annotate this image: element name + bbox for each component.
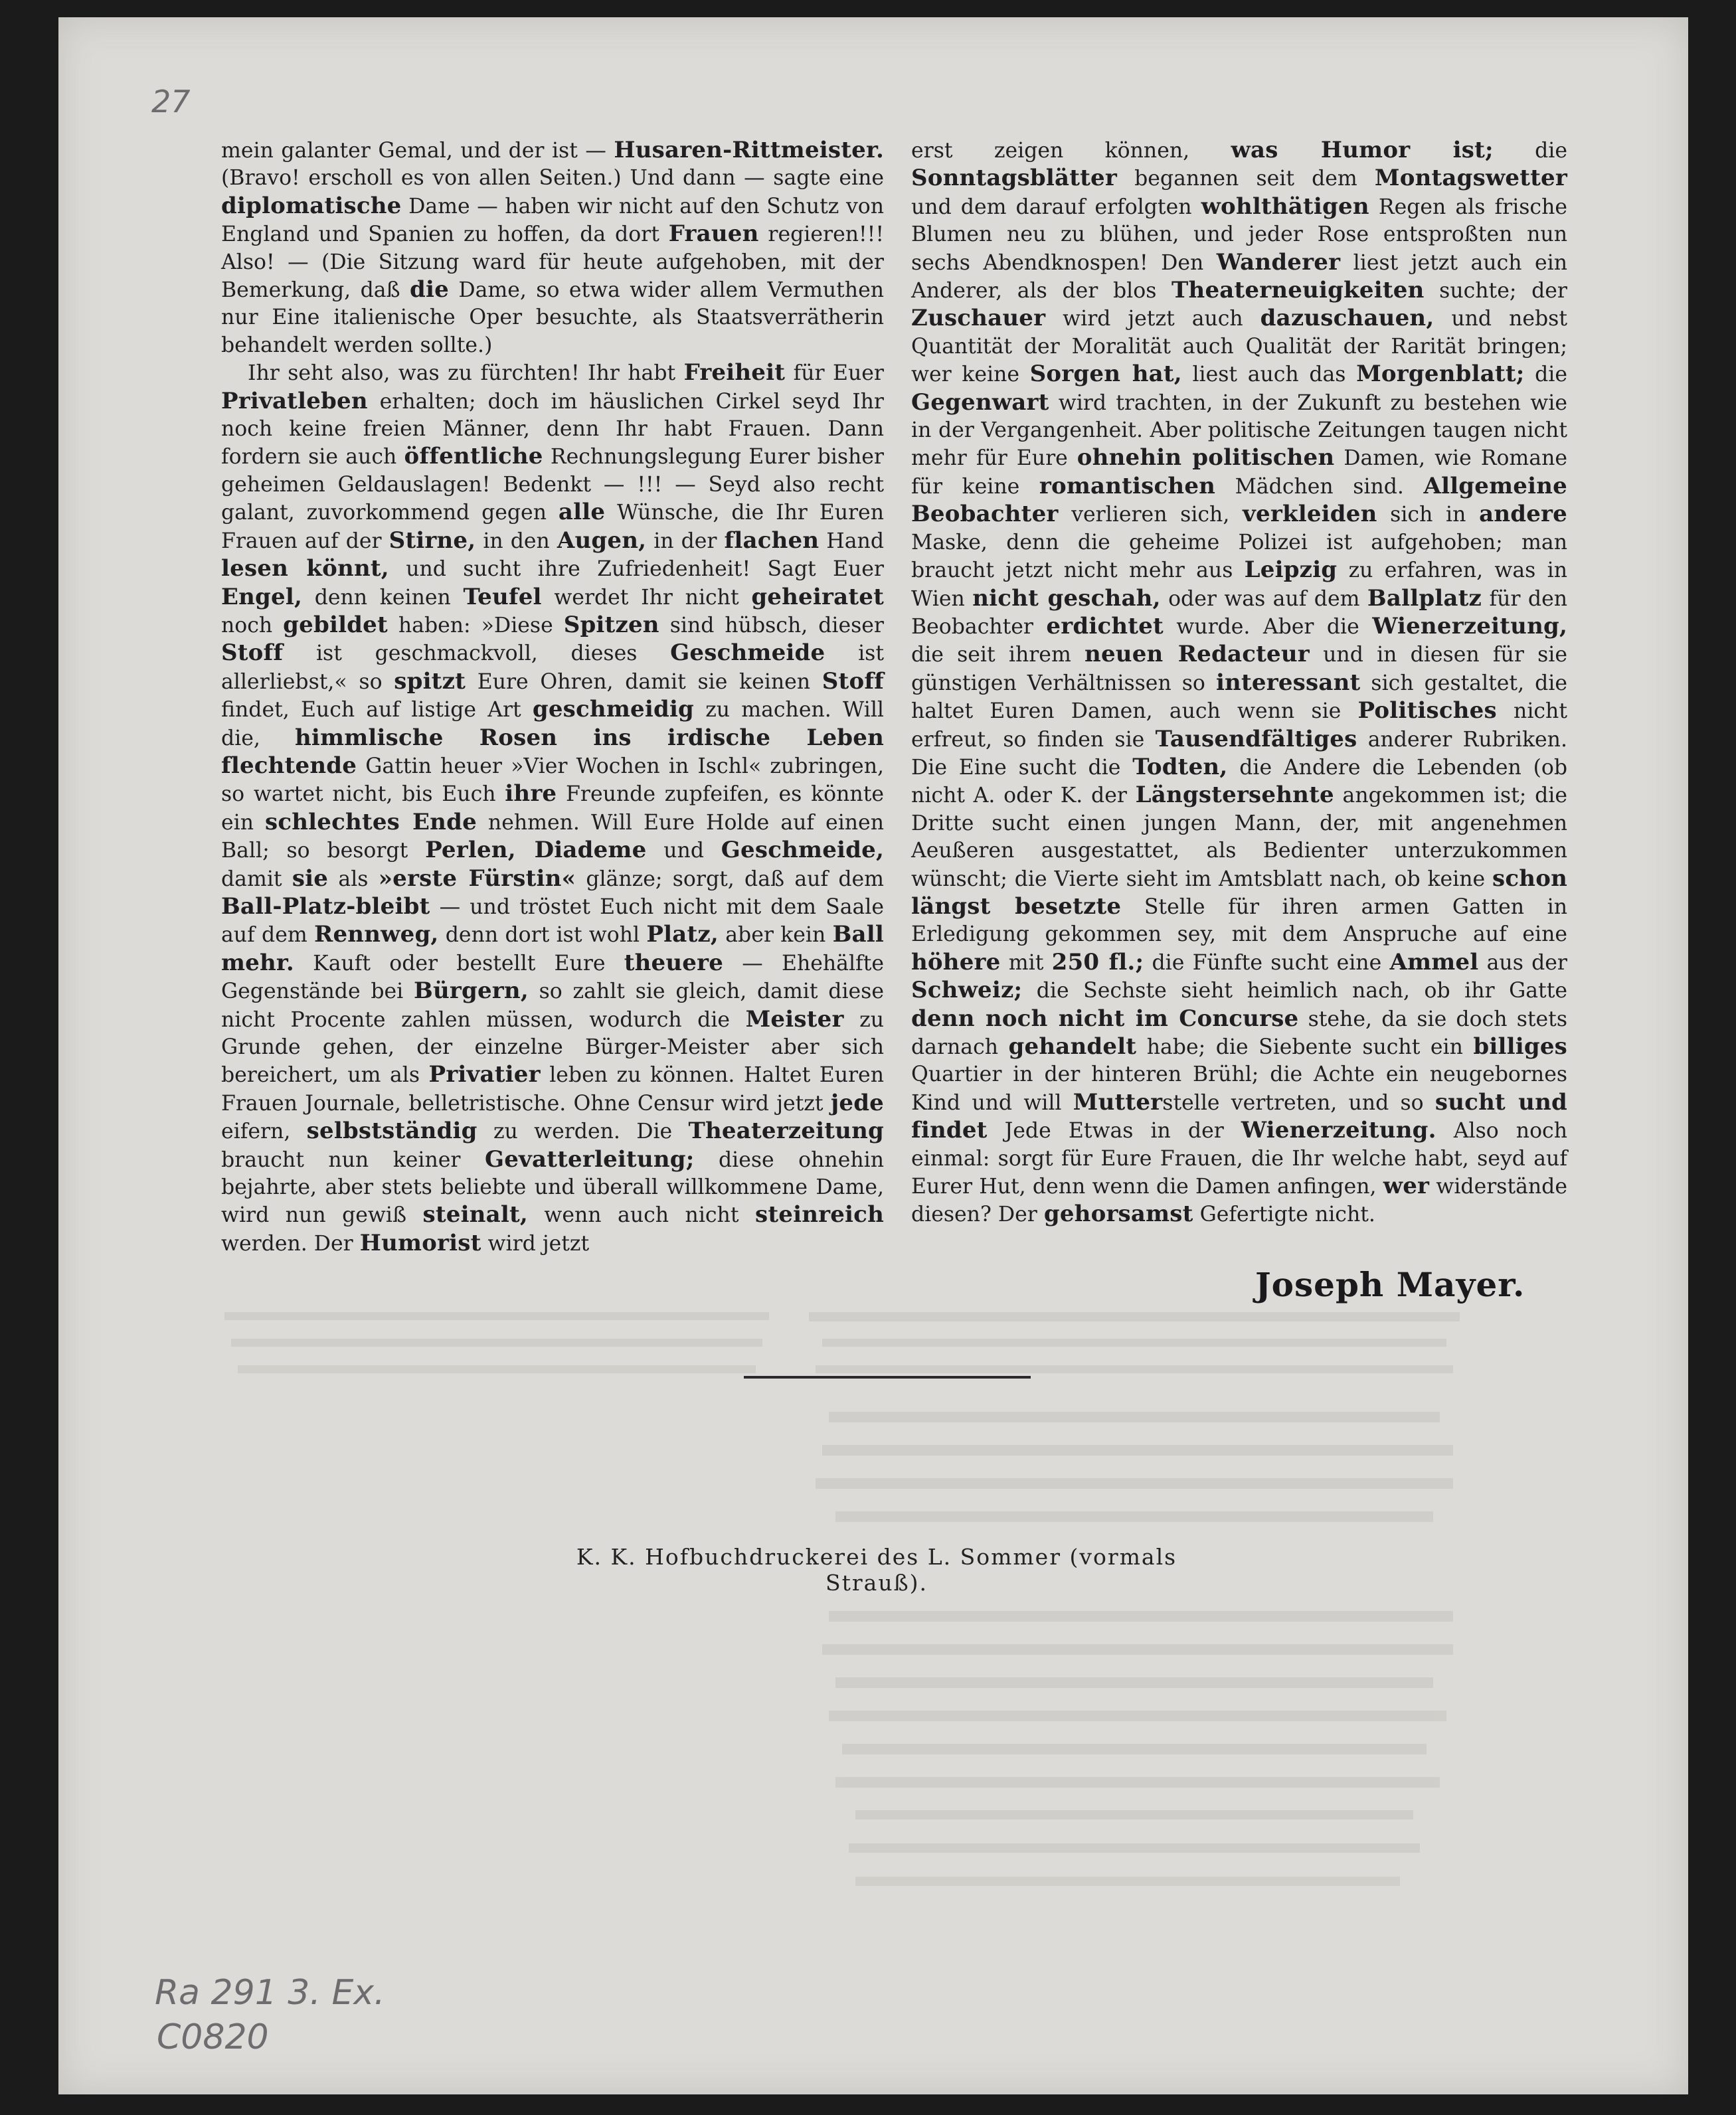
text-run: wird jetzt — [481, 1231, 590, 1256]
text-run: zu Grunde gehen, der einzelne Bürger-Meister aber sich bereichert, um als — [221, 1007, 884, 1088]
text-run: wird jetzt auch — [1045, 307, 1260, 331]
emphasized-text: Sorgen hat, — [1029, 361, 1182, 388]
text-run: die — [1524, 363, 1567, 387]
emphasized-text: lesen könnt, — [221, 555, 389, 582]
text-run: begannen seit dem — [1117, 167, 1375, 191]
text-run: liest auch das — [1181, 363, 1357, 387]
emphasized-text: Allgemeine Beobachter — [911, 472, 1567, 528]
emphasized-text: Stoff — [221, 639, 284, 667]
left-text-column — [221, 137, 884, 1258]
emphasized-text: gebildet — [283, 611, 388, 638]
text-run: sind hübsch, dieser — [659, 613, 884, 637]
emphasized-text: Bürgern, — [414, 977, 529, 1005]
text-run: und — [646, 839, 721, 863]
emphasized-text: Privatleben — [221, 387, 368, 414]
emphasized-text: alle — [558, 499, 606, 526]
text-run: mit — [1000, 950, 1052, 975]
text-run: werdet Ihr nicht — [541, 585, 752, 610]
emphasized-text: Zuschauer — [911, 305, 1046, 332]
text-run: widerstände diesen? Der — [911, 1175, 1567, 1227]
text-run: und nebst Quantität der Moralität auch Qualität der Rarität bringen; wer keine — [911, 307, 1567, 387]
right-text-column — [911, 137, 1567, 1229]
emphasized-text: gehorsamst — [1043, 1201, 1193, 1228]
emphasized-text: Husaren-Rittmeister. — [614, 137, 884, 163]
emphasized-text: Längstersehnte — [1135, 782, 1334, 809]
emphasized-text: steinalt, — [422, 1201, 528, 1228]
text-run: regieren!!! Also! — (Die Sitzung ward für heute aufgehoben, mit der Bemerkung, daß — [221, 222, 884, 303]
text-run: die Andere die Lebenden (ob nicht A. oder K. der — [911, 755, 1567, 808]
emphasized-text: nicht geschah, — [972, 584, 1161, 612]
emphasized-text: flachen — [724, 527, 820, 554]
text-run: leben zu können. Haltet Euren Frauen Journale, belletristische. Ohne Censur wird jetzt — [221, 1063, 884, 1116]
emphasized-text: Privatier — [428, 1061, 541, 1088]
text-run: verlieren sich, — [1058, 503, 1243, 527]
emphasized-text: Stirne, — [389, 527, 476, 554]
emphasized-text: verkleiden — [1243, 501, 1377, 528]
emphasized-text: Wienerzeitung. — [1241, 1117, 1436, 1144]
text-run: Damen, wie Romane für keine — [911, 446, 1568, 499]
text-run: Dame, so etwa wider allem Vermuthen nur Eine italienische Oper besuchte, als Staatsverrätherin behandelt werden sollte.) — [221, 278, 884, 357]
emphasized-text: höhere — [911, 948, 1001, 975]
emphasized-text: Stoff — [822, 667, 884, 695]
emphasized-text: Freiheit — [683, 359, 786, 386]
text-run: denn keinen — [302, 585, 464, 610]
text-run: braucht nun keiner — [221, 1147, 485, 1172]
text-run: für Euer — [785, 361, 884, 386]
text-run: Hand — [819, 529, 885, 553]
emphasized-text: geheiratet — [751, 583, 884, 610]
text-run: so zahlt sie gleich, damit diese nicht Procente zahlen müssen, wodurch die — [221, 979, 884, 1032]
text-run: Wünsche, die Ihr Euren Frauen auf der — [221, 501, 884, 553]
text-run: Dame — haben wir nicht auf den Schutz von England und Spanien zu hoffen, da dort — [221, 194, 884, 247]
emphasized-text: Theaterneuigkeiten — [1172, 277, 1425, 304]
text-run: — und tröstet Euch nicht mit dem Saale auf dem — [221, 894, 884, 948]
text-run: Maske, denn die geheime Polizei ist aufgehoben; man braucht jetzt nicht mehr aus — [911, 530, 1567, 583]
text-run: ist geschmackvoll, dieses — [283, 641, 671, 666]
emphasized-text: gehandelt — [1008, 1033, 1137, 1060]
text-run: als — [328, 867, 379, 891]
shelfmark-annotation: Ra 291 3. Ex. — [155, 1973, 385, 2013]
text-run: Also noch einmal: sorgt für Eure Frauen, die Ihr welche habt, seyd auf Eurer Hut, denn wenn die Damen anfingen, — [911, 1119, 1567, 1199]
emphasized-text: Ball mehr. — [221, 921, 884, 976]
emphasized-text: Politisches — [1357, 697, 1497, 724]
text-run: die — [1493, 139, 1567, 163]
text-run: in den — [476, 529, 557, 553]
emphasized-text: erdichtet — [1046, 612, 1164, 639]
page-number-annotation: 27 — [151, 84, 191, 120]
text-run: die Sechste sieht heimlich nach, ob ihr Gatte — [1022, 979, 1567, 1003]
emphasized-text: Gevatterleitung; — [484, 1145, 695, 1173]
text-run: wird trachten, in der Zukunft zu bestehen wie in der Vergangenheit. Aber politische Zeitungen taugen nicht mehr für Eure — [911, 390, 1567, 471]
emphasized-text: interessant — [1215, 669, 1361, 696]
emphasized-text: Teufel — [463, 583, 542, 610]
emphasized-text: jede — [830, 1089, 884, 1116]
text-run: Rechnungslegung Eurer bisher geheimen Geldauslagen! Bedenkt — !!! — Seyd also recht galant, zuvorkommend gegen — [221, 445, 884, 525]
text-run: erhalten; doch im häuslichen Cirkel seyd Ihr noch keine freien Männer, denn Ihr habt Frauen. Dann fordern sie auch — [221, 389, 884, 469]
emphasized-text: Montagswetter — [1374, 165, 1567, 192]
text-run: für den Beobachter — [911, 586, 1568, 639]
emphasized-text: Ball-Platz-bleibt — [221, 892, 430, 920]
emphasized-text: denn noch nicht im Concurse — [911, 1005, 1299, 1032]
emphasized-text: Schweiz; — [911, 977, 1023, 1004]
text-run: Jede Etwas in der — [987, 1119, 1241, 1143]
emphasized-text: Geschmeide — [670, 639, 825, 667]
text-run: Regen als frische Blumen neu zu blühen, und jeder Rose entsproßten nun sechs Abendknospen! Den — [911, 195, 1567, 275]
emphasized-text: sie — [292, 865, 329, 892]
text-run: eifern, — [221, 1120, 307, 1144]
text-run: Ihr seht also, was zu fürchten! Ihr habt — [248, 361, 684, 386]
shelfmark-annotation-2: C0820 — [157, 2017, 269, 2057]
text-run: liest jetzt auch ein Anderer, als der blos — [911, 250, 1567, 303]
text-run: erst zeigen können, — [911, 139, 1231, 163]
text-run: — Ehehälfte Gegenstände bei — [221, 951, 884, 1004]
emphasized-text: wer — [1383, 1173, 1430, 1200]
emphasized-text: Frauen — [668, 220, 759, 248]
text-run: habe; die Siebente sucht ein — [1136, 1035, 1474, 1059]
text-run: wurde. Aber die — [1163, 614, 1373, 639]
emphasized-text: Engel, — [221, 583, 302, 610]
emphasized-text: steinreich — [755, 1201, 884, 1228]
emphasized-text: andere — [1479, 501, 1567, 528]
emphasized-text: diplomatische — [221, 192, 402, 219]
emphasized-text: Todten, — [1132, 753, 1228, 780]
emphasized-text: ihre — [505, 780, 557, 807]
emphasized-text: Rennweg, — [314, 921, 439, 948]
emphasized-text: Theaterzeitung — [688, 1118, 884, 1145]
text-run: Freunde zupfeifen, es könnte ein — [221, 782, 885, 835]
emphasized-text: Geschmeide, — [721, 837, 884, 864]
emphasized-text: wohlthätigen — [1201, 193, 1369, 220]
author-signature: Joseph Mayer. — [1255, 1265, 1525, 1304]
text-run: und dem darauf erfolgten — [911, 195, 1201, 219]
paragraph — [221, 359, 884, 1258]
text-run: findet, Euch auf listige Art — [221, 698, 533, 722]
emphasized-text: »erste Fürstin« — [378, 865, 576, 892]
text-run: Gattin heuer »Vier Wochen in Ischl« zubringen, so wartet nicht, bis Euch — [221, 754, 884, 807]
text-run: werden. Der — [221, 1231, 360, 1256]
emphasized-text: Gegenwart — [911, 388, 1049, 416]
text-run: aber kein — [718, 923, 833, 948]
paragraph — [221, 137, 884, 359]
text-run: die seit ihrem — [911, 643, 1085, 667]
emphasized-text: Spitzen — [563, 611, 659, 638]
separator-rule — [744, 1376, 1031, 1379]
emphasized-text: Tausendfältiges — [1155, 725, 1357, 752]
emphasized-text: Platz, — [646, 921, 719, 948]
emphasized-text: Mutter — [1073, 1088, 1163, 1116]
emphasized-text: Meister — [745, 1005, 844, 1033]
text-run: Gefertigte nicht. — [1193, 1203, 1375, 1227]
text-run: Stelle für ihren armen Gatten in Erledigung gekommen sey, mit dem Anspruche auf eine — [911, 894, 1567, 947]
text-run: stehe, da sie doch stets darnach — [911, 1007, 1567, 1059]
emphasized-text: Sonntagsblätter — [911, 165, 1117, 192]
emphasized-text: billiges — [1473, 1033, 1567, 1060]
text-run: aus der — [1478, 950, 1567, 975]
text-run: suchte; der — [1424, 279, 1567, 303]
text-run: Kauft oder bestellt Eure — [294, 951, 624, 975]
text-run: sich in — [1377, 503, 1480, 527]
printer-imprint: K. K. Hofbuchdruckerei des L. Sommer (vormals Strauß). — [576, 1544, 1177, 1596]
text-run: Quartier in der hinteren Brühl; die Achte ein neugebornes Kind und will — [911, 1062, 1567, 1115]
emphasized-text: schon längst besetzte — [911, 865, 1567, 920]
emphasized-text: himmlische Rosen ins irdische Leben flechtende — [221, 724, 884, 779]
emphasized-text: Perlen, Diademe — [425, 837, 647, 864]
emphasized-text: dazuschauen, — [1260, 305, 1434, 332]
text-run: angekommen ist; die Dritte sucht einen jungen Mann, der, mit angenehmen Aeußeren ausgestattet, als Bedienter unterzukommen wünscht; die Vierte sieht im Amtsblatt nach, ob keine — [911, 784, 1568, 891]
emphasized-text: Morgenblatt; — [1356, 361, 1525, 388]
emphasized-text: geschmeidig — [532, 696, 695, 723]
emphasized-text: spitzt — [394, 667, 466, 695]
emphasized-text: Leipzig — [1244, 556, 1338, 584]
emphasized-text: romantischen — [1039, 472, 1216, 499]
emphasized-text: Humorist — [359, 1229, 481, 1256]
text-run: die Fünfte sucht eine — [1144, 950, 1390, 975]
text-run: haben: »Diese — [387, 613, 564, 637]
text-run: damit — [221, 867, 292, 891]
emphasized-text: 250 fl.; — [1051, 948, 1144, 975]
text-run: wenn auch nicht — [527, 1203, 755, 1228]
text-run: und sucht ihre Zufriedenheit! Sagt Euer — [389, 557, 884, 582]
emphasized-text: selbstständig — [306, 1118, 477, 1145]
text-run: noch — [221, 613, 284, 637]
emphasized-text: ohnehin politischen — [1077, 444, 1335, 471]
emphasized-text: die — [410, 276, 449, 303]
text-run: anderer Rubriken. Die Eine sucht die — [911, 727, 1567, 780]
emphasized-text: Wanderer — [1216, 248, 1341, 276]
text-run: nicht erfreut, so finden sie — [911, 699, 1567, 752]
text-run: und in diesen für sie günstigen Verhältnissen so — [911, 643, 1568, 695]
text-run: stelle vertreten, und so — [1162, 1090, 1435, 1115]
text-run: denn dort ist wohl — [438, 923, 647, 948]
emphasized-text: was Humor ist; — [1231, 137, 1494, 163]
emphasized-text: Ballplatz — [1367, 584, 1482, 612]
text-run: mein galanter Gemal, und der ist — — [221, 139, 614, 163]
text-run: oder was auf dem — [1160, 586, 1367, 611]
text-run: diese ohnehin bejahrte, aber stets beliebte und überall willkommene Dame, wird nun gewiß — [221, 1147, 884, 1228]
paragraph — [911, 137, 1567, 1229]
emphasized-text: Wienerzeitung, — [1372, 612, 1568, 639]
text-run: Mädchen sind. — [1215, 474, 1424, 499]
text-run: glänze; sorgt, daß auf dem — [576, 867, 885, 891]
emphasized-text: neuen Redacteur — [1085, 641, 1310, 668]
text-run: zu werden. Die — [477, 1120, 689, 1144]
text-run: nehmen. Will Eure Holde auf einen Ball; so besorgt — [221, 810, 884, 863]
emphasized-text: theuere — [624, 949, 724, 976]
emphasized-text: öffentliche — [404, 443, 543, 470]
emphasized-text: Augen, — [557, 527, 647, 554]
text-run: zu erfahren, was in Wien — [911, 558, 1567, 611]
text-run: (Bravo! erscholl es von allen Seiten.) Und dann — sagte eine — [221, 166, 884, 191]
text-run: zu machen. Will die, — [221, 698, 884, 750]
text-run: in der — [646, 529, 725, 553]
text-run: ist allerliebst,« so — [221, 641, 884, 694]
text-run: Eure Ohren, damit sie keinen — [466, 669, 822, 694]
text-run: sich gestaltet, die haltet Euren Damen, auch wenn sie — [911, 671, 1567, 724]
emphasized-text: sucht und findet — [911, 1088, 1567, 1144]
emphasized-text: schlechtes Ende — [265, 808, 477, 835]
emphasized-text: Ammel — [1389, 948, 1479, 975]
